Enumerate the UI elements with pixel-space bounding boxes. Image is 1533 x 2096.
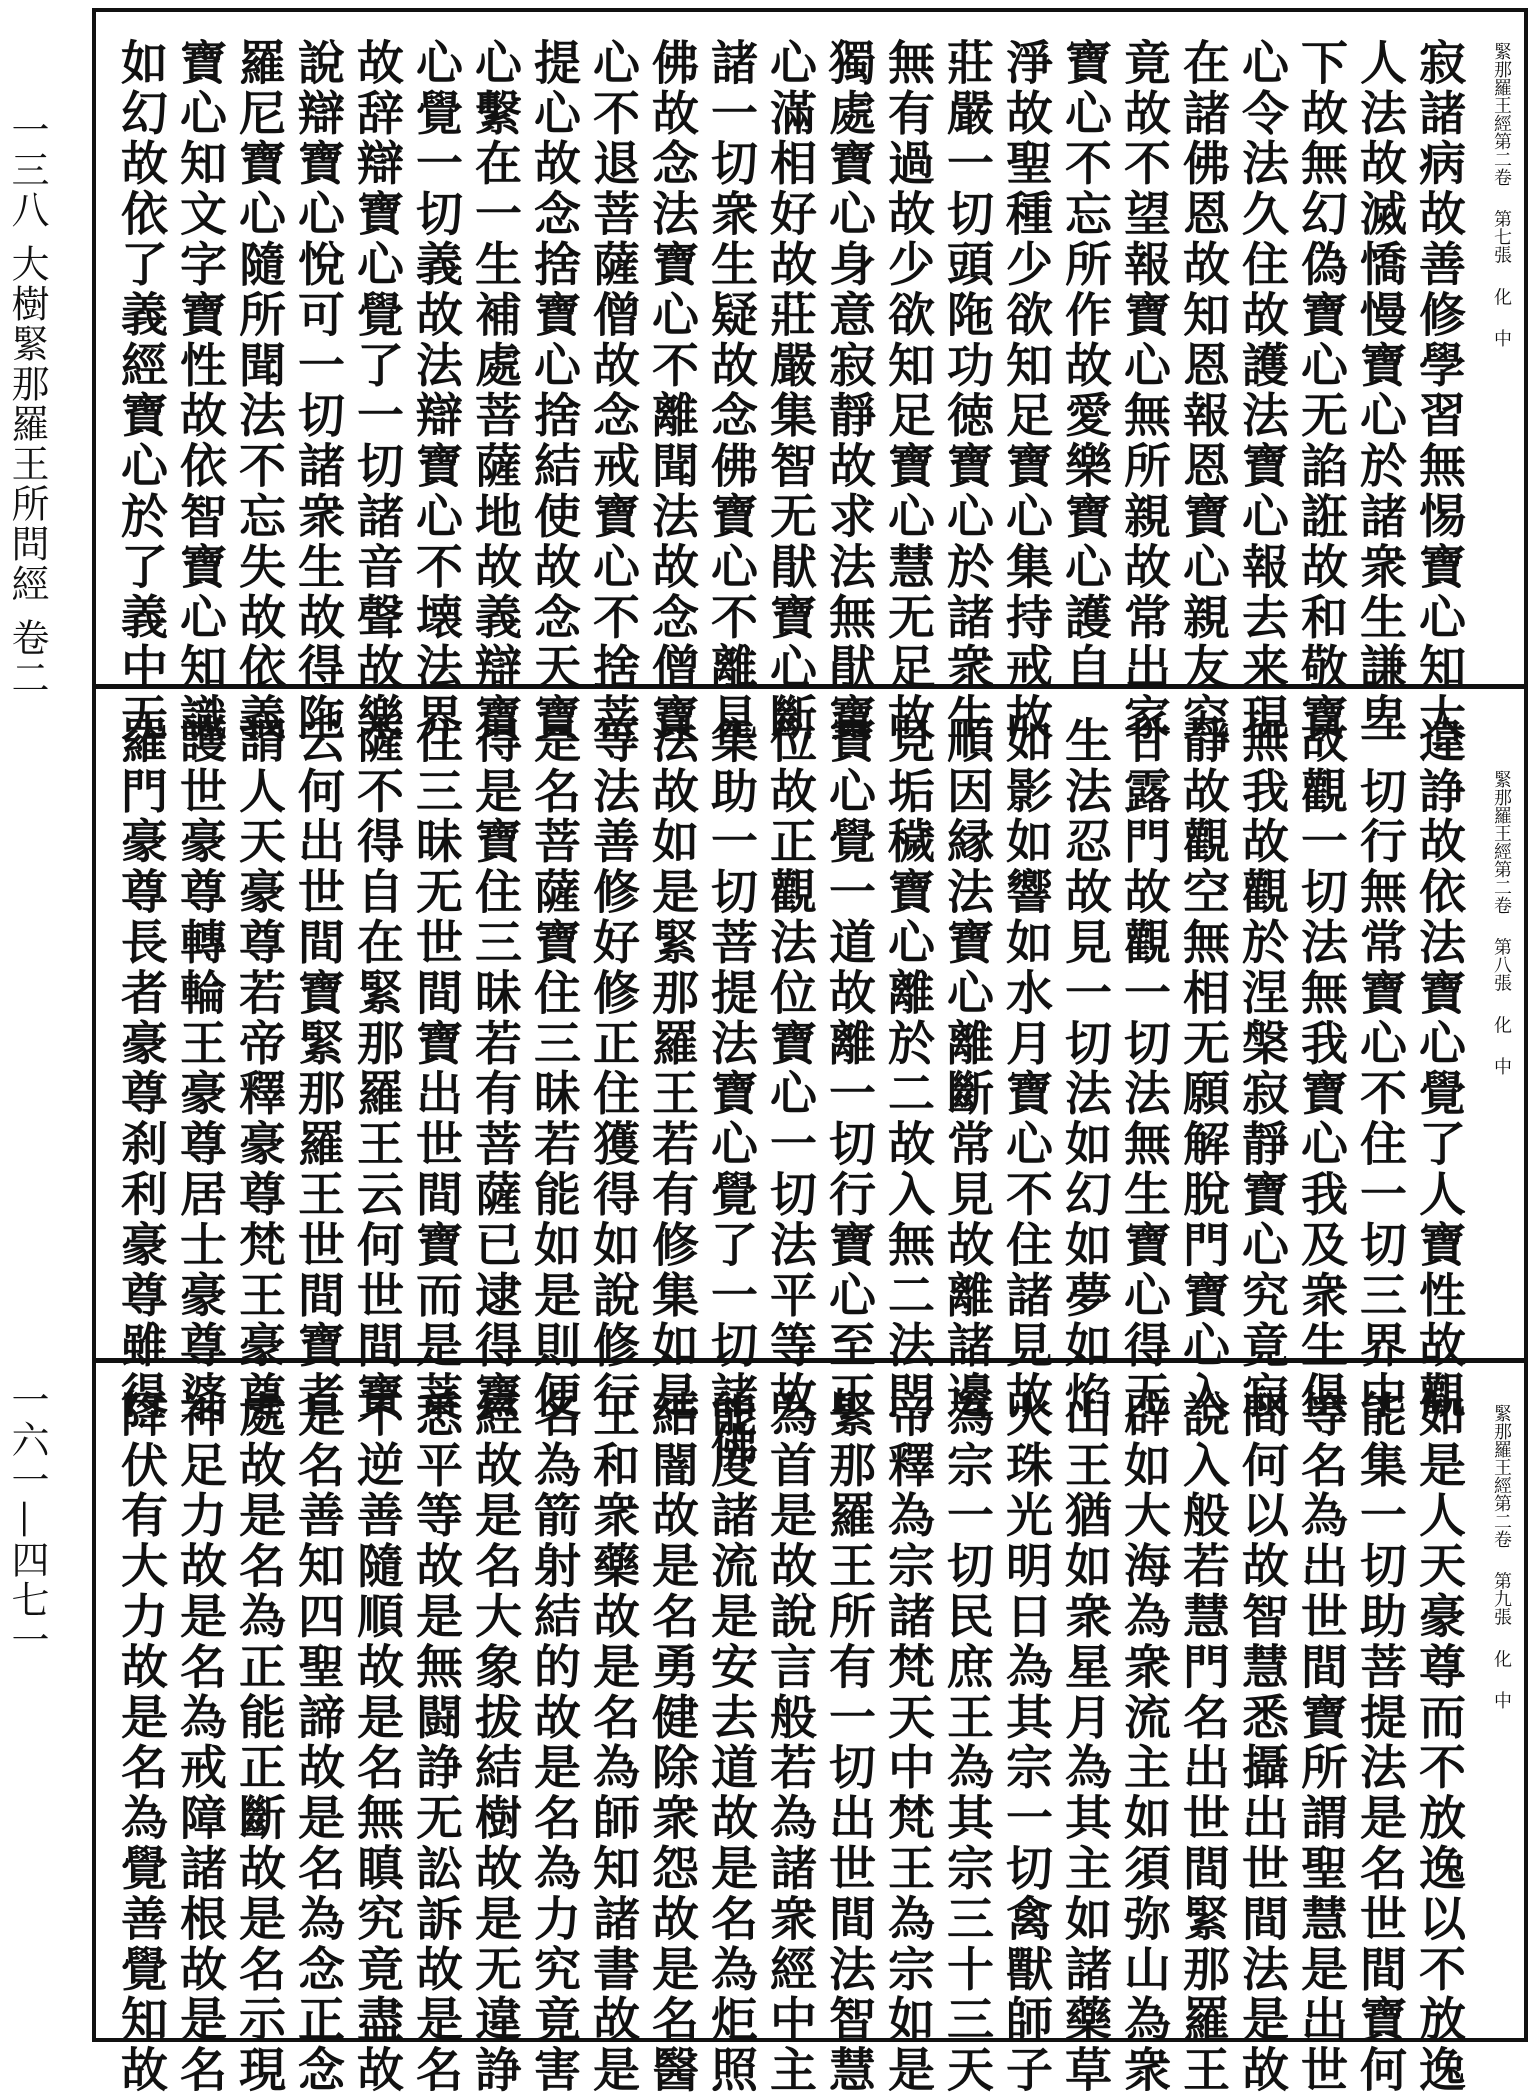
text-column: 佛故念法寶心不離聞法故念僧寶 xyxy=(644,38,699,744)
panel-header xyxy=(1490,1404,1512,1709)
text-column: 等法善修好修正住獲得如說修行 xyxy=(585,716,640,1422)
header-sheet: 第九張 xyxy=(1491,1571,1512,1626)
text-column: 甘露門故觀一切法無生寶心得无 xyxy=(1116,716,1171,1422)
text-column: 心繫在一生補處菩薩地故義辯寶 xyxy=(467,38,522,744)
text-column: 諸一切衆生疑故念佛寶心不離見 xyxy=(703,38,758,744)
text-column: 能集一切助菩提法是名世間寶何 xyxy=(1352,1390,1407,2096)
text-column: 寂諸病故善修學習無惕寶心知大 xyxy=(1411,38,1466,744)
text-column: 處故是名為正能正斷故是名示現 xyxy=(231,1390,286,2096)
text-column: 如是人天豪尊而不放逸以不放逸 xyxy=(1411,1390,1466,2096)
text-column: 住三昧无世間寶出世間寶而是菩 xyxy=(408,716,463,1422)
text-column: 辟如大海為衆流主如須弥山為衆 xyxy=(1116,1390,1171,2096)
text-columns xyxy=(109,1390,1466,2096)
text-column: 能度諸流是安去道故是名為炬照 xyxy=(703,1390,758,2096)
text-column: 故辞辯寶心覺了一切諸音聲故樂 xyxy=(349,38,404,744)
text-column: 違諍故依法寶心覺了人寶性故觀 xyxy=(1411,716,1466,1422)
text-column: 竟故不望報寶心無所親故常出家 xyxy=(1116,38,1171,744)
header-mark: 中 xyxy=(1491,1691,1512,1710)
text-column: 故觀一切法無我寶心我及衆生俱 xyxy=(1293,716,1348,1422)
panel-header xyxy=(1490,770,1512,1075)
text-column: 是名善知四聖諦故是名為念正念 xyxy=(290,1390,345,2096)
text-column: 王和衆藥故是名為師知諸書故是 xyxy=(585,1390,640,2096)
text-column: 經故是名大象拔結樹故是无違諍 xyxy=(467,1390,522,2096)
header-title: 緊那羅王經第二卷 xyxy=(1491,770,1512,914)
text-column: 靜故觀空無相无願解脫門寶心入 xyxy=(1175,716,1230,1422)
text-column: 謂人天豪尊若帝釋豪尊梵王豪尊 xyxy=(231,716,286,1422)
left-margin-title: 一三八 大樹緊那羅王所問經 卷二 xyxy=(5,110,49,699)
text-column: 是名菩薩寶住三昧若能如是則便 xyxy=(526,716,581,1422)
text-column: 莊嚴一切頭陁功徳寶心於諸衆生 xyxy=(939,38,994,744)
text-column: 為宗一切民庶王為其宗三十三天 xyxy=(939,1390,994,2096)
text-column: 生法忍故見一切法如幻如夢如焰 xyxy=(1057,716,1112,1422)
text-column: 如幻故依了義經寶心於了義中无 xyxy=(113,38,168,744)
text-columns xyxy=(109,716,1466,1472)
text-column: 帝釋為宗諸梵天中梵王為宗如是 xyxy=(880,1390,935,2096)
header-mark: 化 xyxy=(1491,1015,1512,1034)
text-column: 寶心不忘所作故愛樂寶心護自 xyxy=(1057,38,1112,694)
text-column: 薩不得自在緊那羅王云何世間寶 xyxy=(349,716,404,1422)
text-column: 名為箭射結的故是名為力究竟害 xyxy=(526,1390,581,2096)
text-column: 淨故聖種少欲知足寶心集持戒故 xyxy=(998,38,1053,744)
text-column: 心滿相好故莊嚴集智无猒寶心斷 xyxy=(762,38,817,744)
text-column: 見垢穢寶心離於二故入無二法門 xyxy=(880,716,935,1422)
text-column: 人法故滅憍慢寶心於諸衆生謙卑 xyxy=(1352,38,1407,744)
text-column: 無我故觀於涅槃寂靜寶心究竟寂 xyxy=(1234,716,1289,1422)
text-column: 緊那羅王所有一切出世間法智慧 xyxy=(821,1390,876,2096)
header-mark: 化 xyxy=(1491,1649,1512,1668)
text-column: 悉平等故是無闘諍无訟訴故是名 xyxy=(408,1390,463,2096)
text-column: 獨處寶心身意寂靜故求法無猒寶 xyxy=(821,38,876,744)
header-sheet: 第七張 xyxy=(1491,209,1512,264)
text-column: 羅門豪尊長者豪尊刹利豪尊雖得 xyxy=(113,716,168,1422)
text-column: 降伏有大力故是名為覺善覺知故 xyxy=(113,1390,168,2096)
text-column: 提心故念捨寶心捨結使故念天寶 xyxy=(526,38,581,744)
text-column: 等名為出世間寶所謂聖慧是出世 xyxy=(1293,1390,1348,2096)
text-column: 心不退菩薩僧故念戒寶心不捨菩 xyxy=(585,38,640,744)
text-column: 寶心覺一道故離一切行寶心至正 xyxy=(821,716,876,1422)
text-column: 得是寶住三昧若有菩薩已逮得寶 xyxy=(467,716,522,1422)
header-mark: 中 xyxy=(1491,329,1512,348)
left-margin-page-number: 一六一—四七一 xyxy=(5,1380,49,1660)
header-mark: 化 xyxy=(1491,287,1512,306)
header-mark: 中 xyxy=(1491,1057,1512,1076)
text-column: 心令法久住故護法寶心報去来現 xyxy=(1234,38,1289,744)
text-column: 法故如是緊那羅王若有修集如是 xyxy=(644,716,699,1422)
text-column: 云何出世間寶緊那羅王世間寶者 xyxy=(290,716,345,1422)
text-panel-2 xyxy=(96,690,1524,1472)
text-column: 心覺一切義故法辯寶心不壊法界 xyxy=(408,38,463,744)
text-column: 火珠光明日為其宗一切禽獸師子 xyxy=(998,1390,1053,2096)
text-column: 間何以故智慧悉攝出世間法是故 xyxy=(1234,1390,1289,2096)
text-column: 寶心知文字寶性故依智寶心知識 xyxy=(172,38,227,744)
header-title: 緊那羅王經第二卷 xyxy=(1491,42,1512,186)
text-column: 集助一切菩提法寶心覺了一切諸佛 xyxy=(703,716,758,1472)
text-column: 為首是故說言般若為諸衆經中主 xyxy=(762,1390,817,2096)
text-columns xyxy=(109,38,1466,744)
header-title: 緊那羅王經第二卷 xyxy=(1491,1404,1512,1548)
header-sheet: 第八張 xyxy=(1491,937,1512,992)
panel-header xyxy=(1490,42,1512,347)
text-column: 下故無幻偽寶心无諂誑故和敬寶 xyxy=(1293,38,1348,744)
text-column: 羅尼寶心隨所聞法不忘失故依義 xyxy=(231,38,286,744)
text-column: 在諸佛恩故知恩報恩寶心親友究 xyxy=(1175,38,1230,744)
text-column: 不逆善隨順故是名無瞋究竟盡故 xyxy=(349,1390,404,2096)
text-column: 位故正觀法位寶心一切法平等故 xyxy=(762,716,817,1422)
text-panel-1 xyxy=(96,12,1524,744)
text-column: 說入般若慧門名出世間緊那羅王 xyxy=(1175,1390,1230,2096)
text-column: 神足力故是名為戒障諸根故是名 xyxy=(172,1390,227,2096)
text-column: 順因縁法寶心離斷常見故離諸邊 xyxy=(939,716,994,1422)
text-column: 說辯寶心悅可一切諸衆生故得陁 xyxy=(290,38,345,744)
text-column: 如影如響如水月寶心不住諸見故 xyxy=(998,716,1053,1422)
text-column: 結闇故是名勇健除衆怨故是名醫 xyxy=(644,1390,699,2096)
text-column: 一切行無常寶心不住一切三界中 xyxy=(1352,716,1407,1422)
text-column: 山王猶如衆星月為其主如諸藥草 xyxy=(1057,1390,1112,2096)
text-column: 護世豪尊轉輪王豪尊居士豪尊婆 xyxy=(172,716,227,1422)
text-panel-3 xyxy=(96,1364,1524,2096)
text-column: 無有過故少欲知足寶心慧无足故 xyxy=(880,38,935,744)
